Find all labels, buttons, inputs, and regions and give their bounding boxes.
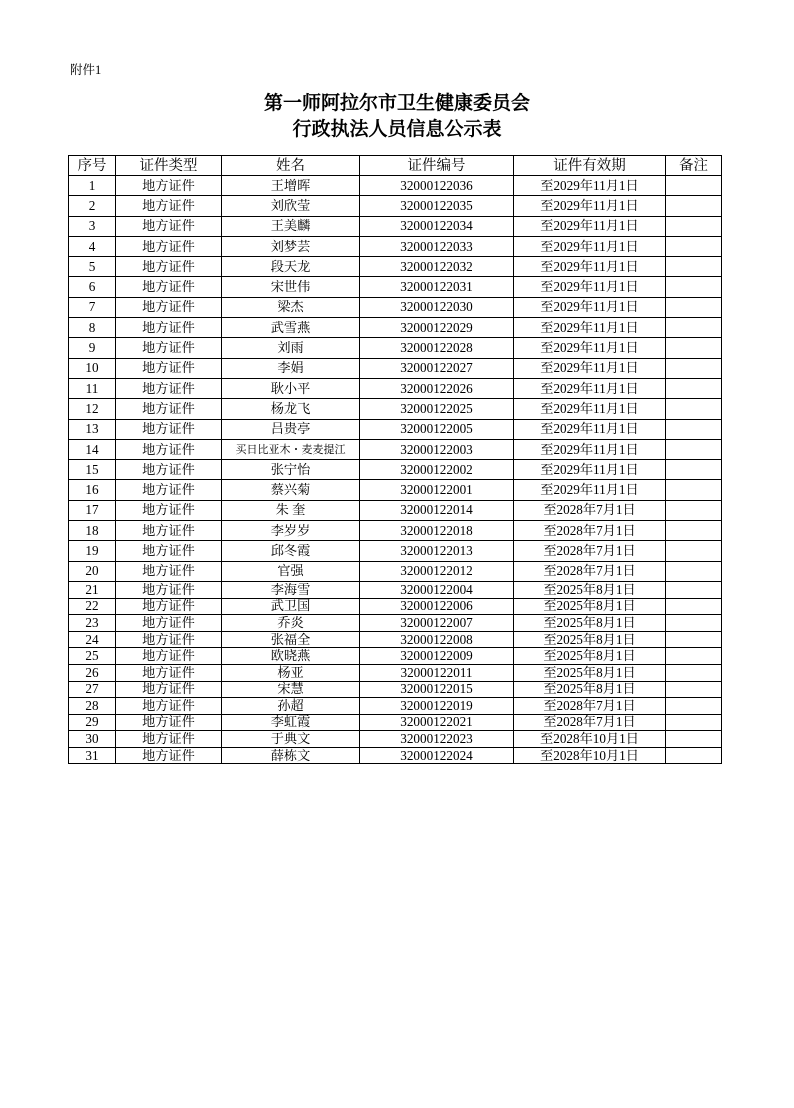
cell-name: 邱冬霞	[222, 541, 360, 561]
cell-cert-type: 地方证件	[116, 460, 222, 480]
header-remark: 备注	[666, 156, 722, 176]
table-row	[69, 631, 722, 648]
cell-name: 朱 奎	[222, 500, 360, 520]
cell-remark	[666, 236, 722, 256]
cell-name: 武卫国	[222, 598, 360, 615]
cell-validity: 至2029年11月1日	[514, 297, 666, 317]
personnel-table	[68, 155, 722, 764]
cell-validity: 至2025年8月1日	[514, 598, 666, 615]
cell-validity: 至2029年11月1日	[514, 358, 666, 378]
cell-validity: 至2025年8月1日	[514, 664, 666, 681]
table-row	[69, 664, 722, 681]
cell-seq: 12	[69, 399, 116, 419]
cell-cert-number: 32000122025	[360, 399, 514, 419]
cell-name: 武雪燕	[222, 318, 360, 338]
cell-validity: 至2029年11月1日	[514, 277, 666, 297]
cell-cert-type: 地方证件	[116, 216, 222, 236]
cell-seq: 14	[69, 439, 116, 459]
cell-validity: 至2025年8月1日	[514, 648, 666, 665]
cell-remark	[666, 581, 722, 598]
cell-name: 杨亚	[222, 664, 360, 681]
header-validity: 证件有效期	[514, 156, 666, 176]
cell-name: 张宁怡	[222, 460, 360, 480]
cell-cert-type: 地方证件	[116, 176, 222, 196]
cell-validity: 至2029年11月1日	[514, 419, 666, 439]
table-row	[69, 714, 722, 731]
cell-seq: 17	[69, 500, 116, 520]
cell-cert-type: 地方证件	[116, 561, 222, 581]
cell-cert-number: 32000122013	[360, 541, 514, 561]
cell-remark	[666, 216, 722, 236]
table-row	[69, 480, 722, 500]
cell-validity: 至2028年10月1日	[514, 747, 666, 764]
cell-cert-number: 32000122031	[360, 277, 514, 297]
cell-seq: 31	[69, 747, 116, 764]
cell-cert-number: 32000122011	[360, 664, 514, 681]
cell-remark	[666, 338, 722, 358]
cell-cert-number: 32000122024	[360, 747, 514, 764]
cell-remark	[666, 297, 722, 317]
table-row	[69, 399, 722, 419]
table-row	[69, 460, 722, 480]
cell-name: 蔡兴菊	[222, 480, 360, 500]
cell-cert-number: 32000122004	[360, 581, 514, 598]
cell-cert-type: 地方证件	[116, 358, 222, 378]
cell-seq: 13	[69, 419, 116, 439]
cell-remark	[666, 631, 722, 648]
cell-cert-type: 地方证件	[116, 731, 222, 748]
header-name: 姓名	[222, 156, 360, 176]
cell-validity: 至2029年11月1日	[514, 439, 666, 459]
cell-validity: 至2028年7月1日	[514, 541, 666, 561]
cell-cert-type: 地方证件	[116, 521, 222, 541]
cell-cert-type: 地方证件	[116, 236, 222, 256]
cell-remark	[666, 648, 722, 665]
title-line-2: 行政执法人员信息公示表	[292, 119, 502, 140]
cell-cert-number: 32000122028	[360, 338, 514, 358]
cell-cert-type: 地方证件	[116, 631, 222, 648]
title-line-1: 第一师阿拉尔市卫生健康委员会	[263, 93, 530, 114]
cell-name: 孙超	[222, 698, 360, 715]
cell-seq: 11	[69, 378, 116, 398]
cell-cert-type: 地方证件	[116, 480, 222, 500]
cell-cert-number: 32000122012	[360, 561, 514, 581]
cell-remark	[666, 561, 722, 581]
cell-cert-number: 32000122008	[360, 631, 514, 648]
cell-seq: 6	[69, 277, 116, 297]
table-row	[69, 216, 722, 236]
cell-name: 李海雪	[222, 581, 360, 598]
cell-validity: 至2025年8月1日	[514, 581, 666, 598]
cell-cert-number: 32000122001	[360, 480, 514, 500]
cell-name: 薛栋文	[222, 747, 360, 764]
cell-cert-number: 32000122014	[360, 500, 514, 520]
table-row	[69, 747, 722, 764]
cell-remark	[666, 480, 722, 500]
cell-name: 段天龙	[222, 257, 360, 277]
cell-remark	[666, 681, 722, 698]
attachment-label: 附件1	[70, 63, 102, 77]
header-cert-type: 证件类型	[116, 156, 222, 176]
cell-seq: 22	[69, 598, 116, 615]
cell-remark	[666, 460, 722, 480]
cell-validity: 至2029年11月1日	[514, 257, 666, 277]
cell-cert-type: 地方证件	[116, 681, 222, 698]
cell-remark	[666, 521, 722, 541]
table-row	[69, 358, 722, 378]
cell-cert-type: 地方证件	[116, 318, 222, 338]
cell-seq: 1	[69, 176, 116, 196]
cell-remark	[666, 698, 722, 715]
table-row	[69, 521, 722, 541]
cell-name: 于典文	[222, 731, 360, 748]
cell-name: 乔炎	[222, 615, 360, 632]
cell-cert-type: 地方证件	[116, 419, 222, 439]
cell-seq: 23	[69, 615, 116, 632]
cell-remark	[666, 257, 722, 277]
cell-cert-type: 地方证件	[116, 338, 222, 358]
cell-cert-number: 32000122034	[360, 216, 514, 236]
table-row	[69, 439, 722, 459]
cell-name: 宋慧	[222, 681, 360, 698]
cell-validity: 至2025年8月1日	[514, 681, 666, 698]
cell-cert-number: 32000122029	[360, 318, 514, 338]
cell-seq: 15	[69, 460, 116, 480]
cell-validity: 至2029年11月1日	[514, 318, 666, 338]
table-row	[69, 257, 722, 277]
cell-name: 李虹霞	[222, 714, 360, 731]
table-row	[69, 561, 722, 581]
cell-remark	[666, 277, 722, 297]
cell-name: 吕贵亭	[222, 419, 360, 439]
header-row	[69, 156, 722, 176]
cell-seq: 7	[69, 297, 116, 317]
table-row	[69, 236, 722, 256]
table-row	[69, 541, 722, 561]
cell-cert-number: 32000122030	[360, 297, 514, 317]
cell-cert-type: 地方证件	[116, 648, 222, 665]
cell-cert-type: 地方证件	[116, 615, 222, 632]
cell-name: 官强	[222, 561, 360, 581]
cell-validity: 至2029年11月1日	[514, 460, 666, 480]
cell-remark	[666, 747, 722, 764]
cell-validity: 至2028年7月1日	[514, 698, 666, 715]
cell-remark	[666, 500, 722, 520]
table-row	[69, 419, 722, 439]
cell-name: 刘梦芸	[222, 236, 360, 256]
cell-validity: 至2029年11月1日	[514, 176, 666, 196]
cell-validity: 至2029年11月1日	[514, 378, 666, 398]
cell-validity: 至2025年8月1日	[514, 631, 666, 648]
cell-name: 王美麟	[222, 216, 360, 236]
cell-name: 李娟	[222, 358, 360, 378]
table-row	[69, 378, 722, 398]
cell-remark	[666, 731, 722, 748]
table-row	[69, 176, 722, 196]
table-row	[69, 277, 722, 297]
cell-name: 杨龙飞	[222, 399, 360, 419]
cell-cert-number: 32000122035	[360, 196, 514, 216]
cell-seq: 10	[69, 358, 116, 378]
cell-cert-number: 32000122023	[360, 731, 514, 748]
cell-cert-type: 地方证件	[116, 500, 222, 520]
table-row	[69, 581, 722, 598]
cell-cert-number: 32000122002	[360, 460, 514, 480]
header-seq: 序号	[69, 156, 116, 176]
cell-seq: 2	[69, 196, 116, 216]
cell-validity: 至2029年11月1日	[514, 399, 666, 419]
cell-seq: 30	[69, 731, 116, 748]
cell-cert-number: 32000122021	[360, 714, 514, 731]
cell-seq: 5	[69, 257, 116, 277]
cell-validity: 至2028年7月1日	[514, 500, 666, 520]
table-row	[69, 681, 722, 698]
cell-validity: 至2028年7月1日	[514, 521, 666, 541]
table-row	[69, 731, 722, 748]
cell-remark	[666, 358, 722, 378]
cell-name: 张福全	[222, 631, 360, 648]
cell-seq: 8	[69, 318, 116, 338]
cell-cert-type: 地方证件	[116, 664, 222, 681]
cell-validity: 至2028年7月1日	[514, 561, 666, 581]
cell-seq: 4	[69, 236, 116, 256]
cell-cert-number: 32000122015	[360, 681, 514, 698]
cell-validity: 至2025年8月1日	[514, 615, 666, 632]
cell-remark	[666, 664, 722, 681]
cell-name: 刘欣莹	[222, 196, 360, 216]
cell-remark	[666, 419, 722, 439]
cell-name: 刘雨	[222, 338, 360, 358]
cell-seq: 9	[69, 338, 116, 358]
cell-cert-number: 32000122007	[360, 615, 514, 632]
cell-cert-type: 地方证件	[116, 378, 222, 398]
cell-validity: 至2029年11月1日	[514, 480, 666, 500]
cell-seq: 16	[69, 480, 116, 500]
cell-remark	[666, 399, 722, 419]
cell-seq: 28	[69, 698, 116, 715]
cell-seq: 20	[69, 561, 116, 581]
cell-cert-type: 地方证件	[116, 439, 222, 459]
cell-cert-type: 地方证件	[116, 698, 222, 715]
cell-cert-type: 地方证件	[116, 541, 222, 561]
cell-cert-type: 地方证件	[116, 297, 222, 317]
table-row	[69, 338, 722, 358]
cell-cert-number: 32000122036	[360, 176, 514, 196]
cell-cert-number: 32000122032	[360, 257, 514, 277]
cell-validity: 至2029年11月1日	[514, 236, 666, 256]
cell-cert-number: 32000122026	[360, 378, 514, 398]
cell-seq: 19	[69, 541, 116, 561]
cell-cert-number: 32000122027	[360, 358, 514, 378]
cell-name: 李岁岁	[222, 521, 360, 541]
cell-cert-type: 地方证件	[116, 277, 222, 297]
table-row	[69, 698, 722, 715]
cell-name: 王增晖	[222, 176, 360, 196]
cell-cert-type: 地方证件	[116, 196, 222, 216]
cell-cert-number: 32000122033	[360, 236, 514, 256]
cell-seq: 29	[69, 714, 116, 731]
cell-cert-type: 地方证件	[116, 581, 222, 598]
cell-name: 耿小平	[222, 378, 360, 398]
cell-validity: 至2029年11月1日	[514, 196, 666, 216]
cell-validity: 至2028年10月1日	[514, 731, 666, 748]
header-cert-number: 证件编号	[360, 156, 514, 176]
cell-validity: 至2028年7月1日	[514, 714, 666, 731]
cell-cert-number: 32000122003	[360, 439, 514, 459]
table-row	[69, 196, 722, 216]
cell-seq: 25	[69, 648, 116, 665]
cell-validity: 至2029年11月1日	[514, 216, 666, 236]
cell-remark	[666, 615, 722, 632]
cell-name: 买日比亚木・麦麦提江	[222, 439, 360, 459]
cell-cert-type: 地方证件	[116, 714, 222, 731]
table-row	[69, 500, 722, 520]
cell-name: 宋世伟	[222, 277, 360, 297]
cell-seq: 21	[69, 581, 116, 598]
cell-seq: 27	[69, 681, 116, 698]
cell-seq: 18	[69, 521, 116, 541]
cell-remark	[666, 378, 722, 398]
cell-cert-type: 地方证件	[116, 257, 222, 277]
cell-seq: 3	[69, 216, 116, 236]
table-row	[69, 615, 722, 632]
cell-cert-number: 32000122018	[360, 521, 514, 541]
cell-seq: 26	[69, 664, 116, 681]
table-row	[69, 318, 722, 338]
cell-seq: 24	[69, 631, 116, 648]
cell-cert-number: 32000122005	[360, 419, 514, 439]
cell-cert-number: 32000122006	[360, 598, 514, 615]
table-row	[69, 648, 722, 665]
cell-name: 梁杰	[222, 297, 360, 317]
cell-cert-number: 32000122019	[360, 698, 514, 715]
cell-cert-type: 地方证件	[116, 399, 222, 419]
cell-remark	[666, 541, 722, 561]
cell-remark	[666, 176, 722, 196]
table-header	[69, 156, 722, 176]
cell-validity: 至2029年11月1日	[514, 338, 666, 358]
table-body	[69, 176, 722, 764]
cell-remark	[666, 598, 722, 615]
cell-name: 欧晓燕	[222, 648, 360, 665]
table-row	[69, 297, 722, 317]
cell-remark	[666, 196, 722, 216]
cell-remark	[666, 714, 722, 731]
cell-remark	[666, 439, 722, 459]
cell-cert-number: 32000122009	[360, 648, 514, 665]
cell-cert-type: 地方证件	[116, 747, 222, 764]
cell-cert-type: 地方证件	[116, 598, 222, 615]
table-row	[69, 598, 722, 615]
cell-remark	[666, 318, 722, 338]
document-title	[0, 91, 794, 143]
